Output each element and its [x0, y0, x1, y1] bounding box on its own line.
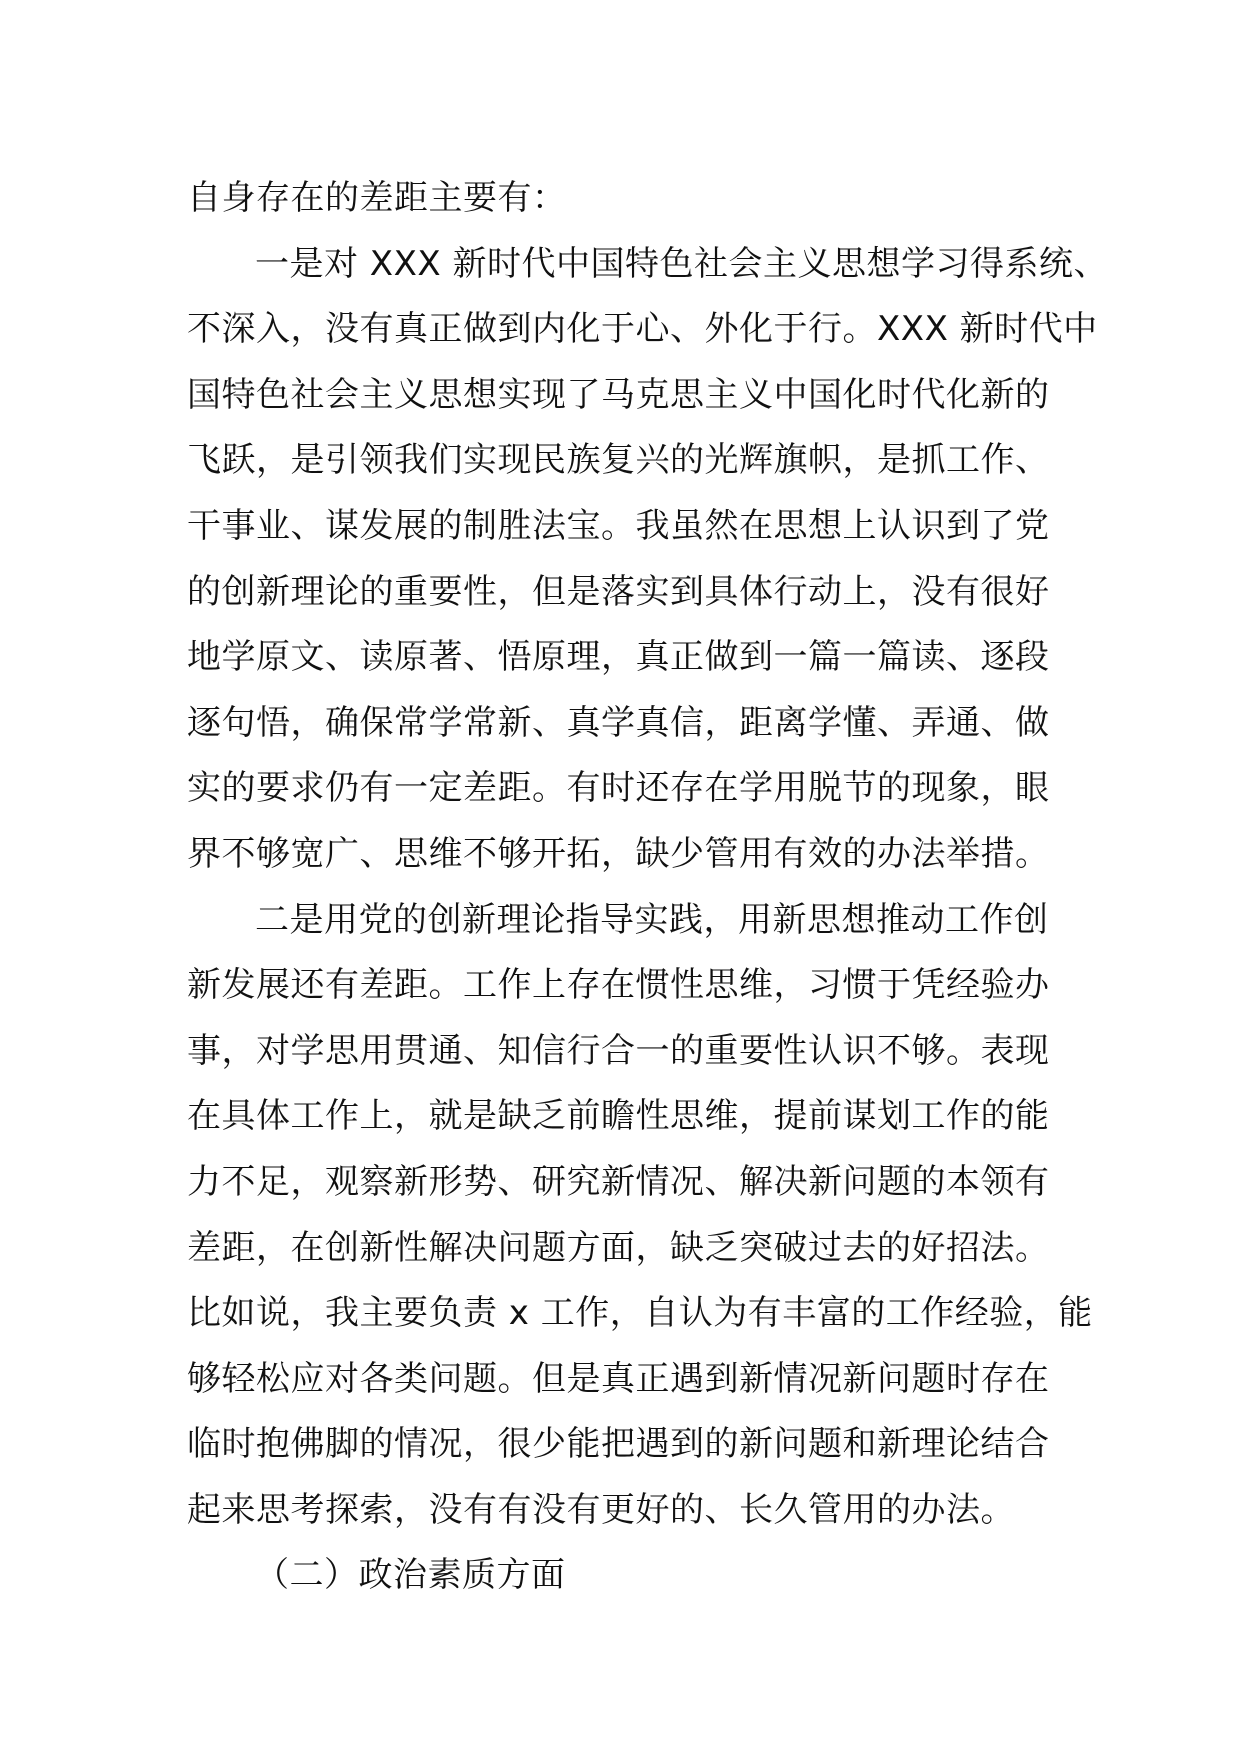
body-line: 实的要求仍有一定差距。有时还存在学用脱节的现象，眼 [187, 768, 1050, 809]
body-line: 新发展还有差距。工作上存在惯性思维，习惯于凭经验办 [187, 965, 1050, 1006]
section-heading: （二）政治素质方面 [255, 1555, 566, 1596]
body-line: 不深入，没有真正做到内化于心、外化于行。XXX 新时代中 [187, 309, 1098, 350]
body-line: 界不够宽广、思维不够开拓，缺少管用有效的办法举措。 [187, 833, 1050, 874]
body-line: 在具体工作上，就是缺乏前瞻性思维，提前谋划工作的能 [187, 1096, 1050, 1137]
body-line: 力不足，观察新形势、研究新情况、解决新问题的本领有 [187, 1161, 1050, 1202]
body-line: 国特色社会主义思想实现了马克思主义中国化时代化新的 [187, 374, 1050, 415]
paragraph-start-line: 二是用党的创新理论指导实践，用新思想推动工作创 [255, 899, 1049, 940]
body-line: 飞跃，是引领我们实现民族复兴的光辉旗帜，是抓工作、 [187, 440, 1050, 481]
body-line: 起来思考探索，没有有没有更好的、长久管用的办法。 [187, 1489, 1015, 1530]
body-line: 逐句悟，确保常学常新、真学真信，距离学懂、弄通、做 [187, 702, 1050, 743]
body-line: 差距，在创新性解决问题方面，缺乏突破过去的好招法。 [187, 1227, 1050, 1268]
body-line: 事，对学思用贯通、知信行合一的重要性认识不够。表现 [187, 1030, 1050, 1071]
body-line: 干事业、谋发展的制胜法宝。我虽然在思想上认识到了党 [187, 505, 1050, 546]
body-line: 的创新理论的重要性，但是落实到具体行动上，没有很好 [187, 571, 1050, 612]
body-line: 自身存在的差距主要有： [187, 178, 567, 218]
body-line: 够轻松应对各类问题。但是真正遇到新情况新问题时存在 [187, 1358, 1050, 1399]
body-line: 地学原文、读原著、悟原理，真正做到一篇一篇读、逐段 [187, 637, 1050, 678]
paragraph-start-line: 一是对 XXX 新时代中国特色社会主义思想学习得系统、 [255, 243, 1108, 284]
body-line: 比如说，我主要负责 x 工作，自认为有丰富的工作经验，能 [187, 1293, 1093, 1334]
document-body [187, 166, 1108, 1609]
body-line: 临时抱佛脚的情况，很少能把遇到的新问题和新理论结合 [187, 1424, 1050, 1465]
